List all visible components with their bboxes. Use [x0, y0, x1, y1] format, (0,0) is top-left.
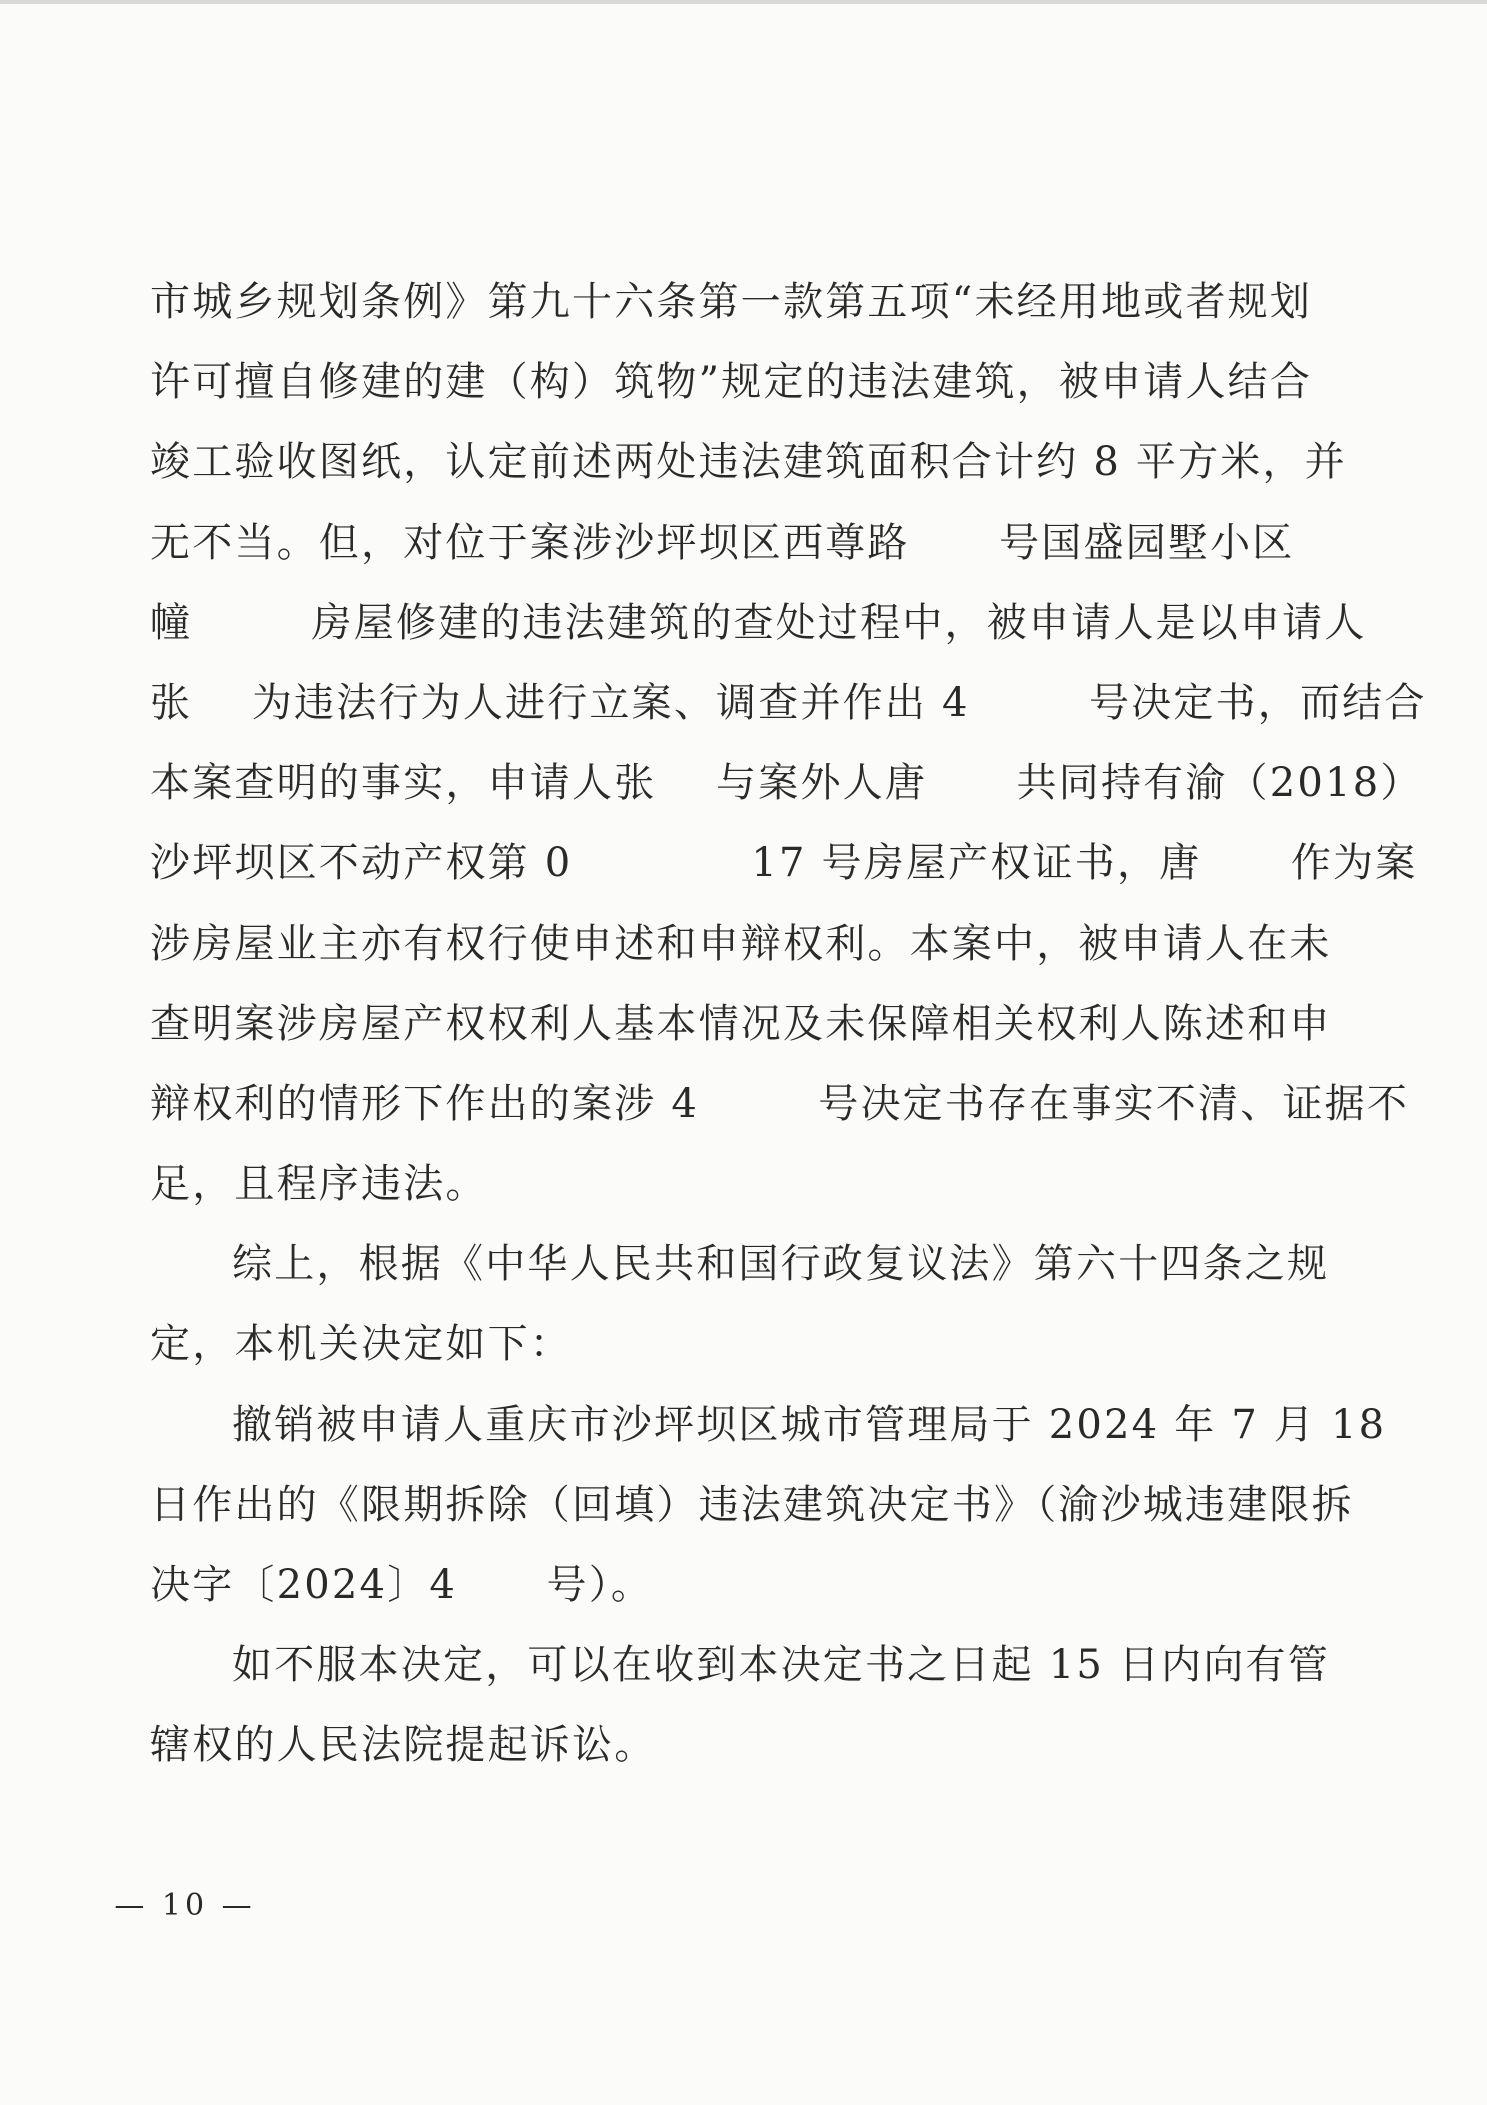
text-line: 辩权利的情形下作出的案涉 4 号决定书存在事实不清、证据不 [150, 1080, 1410, 1127]
page-number: — 10 — [114, 1888, 256, 1923]
paragraph-start-line: 撤销被申请人重庆市沙坪坝区城市管理局于 2024 年 7 月 18 [232, 1401, 1387, 1448]
scan-edge [0, 0, 1487, 4]
text-line: 许可擅自修建的建（构）筑物”规定的违法建筑，被申请人结合 [150, 359, 1313, 406]
text-line: 无不当。但，对位于案涉沙坪坝区西尊路 号国盛园墅小区 [150, 519, 1295, 566]
paragraph-start-line: 如不服本决定，可以在收到本决定书之日起 15 日内向有管 [232, 1642, 1330, 1689]
text-line: 竣工验收图纸，认定前述两处违法建筑面积合计约 8 平方米，并 [150, 439, 1347, 486]
text-line: 定，本机关决定如下： [150, 1321, 572, 1368]
text-line: 张 为违法行为人进行立案、调查并作出 4 号决定书，而结合 [150, 679, 1427, 726]
text-line: 决字〔2024〕4 号）。 [150, 1562, 654, 1608]
text-line: 查明案涉房屋产权权利人基本情况及未保障相关权利人陈述和申 [150, 1000, 1332, 1047]
text-line: 本案查明的事实，申请人张 与案外人唐 共同持有渝（2018） [150, 760, 1423, 807]
text-line: 日作出的《限期拆除（回填）违法建筑决定书》（渝沙城违建限拆 [150, 1481, 1354, 1528]
body-text [150, 262, 1427, 1786]
text-line: 市城乡规划条例》第九十六条第一款第五项“未经用地或者规划 [150, 279, 1313, 325]
text-line: 足，且程序违法。 [150, 1161, 488, 1208]
text-line: 沙坪坝区不动产权第 0 17 号房屋产权证书，唐 作为案 [150, 840, 1418, 887]
paragraph-start-line: 综上，根据《中华人民共和国行政复议法》第六十四条之规 [232, 1241, 1330, 1288]
text-line: 涉房屋业主亦有权行使申述和申辩权利。本案中，被申请人在未 [150, 920, 1332, 967]
text-line: 幢 房屋修建的违法建筑的查处过程中，被申请人是以申请人 [150, 599, 1367, 646]
text-line: 辖权的人民法院提起诉讼。 [150, 1722, 657, 1769]
